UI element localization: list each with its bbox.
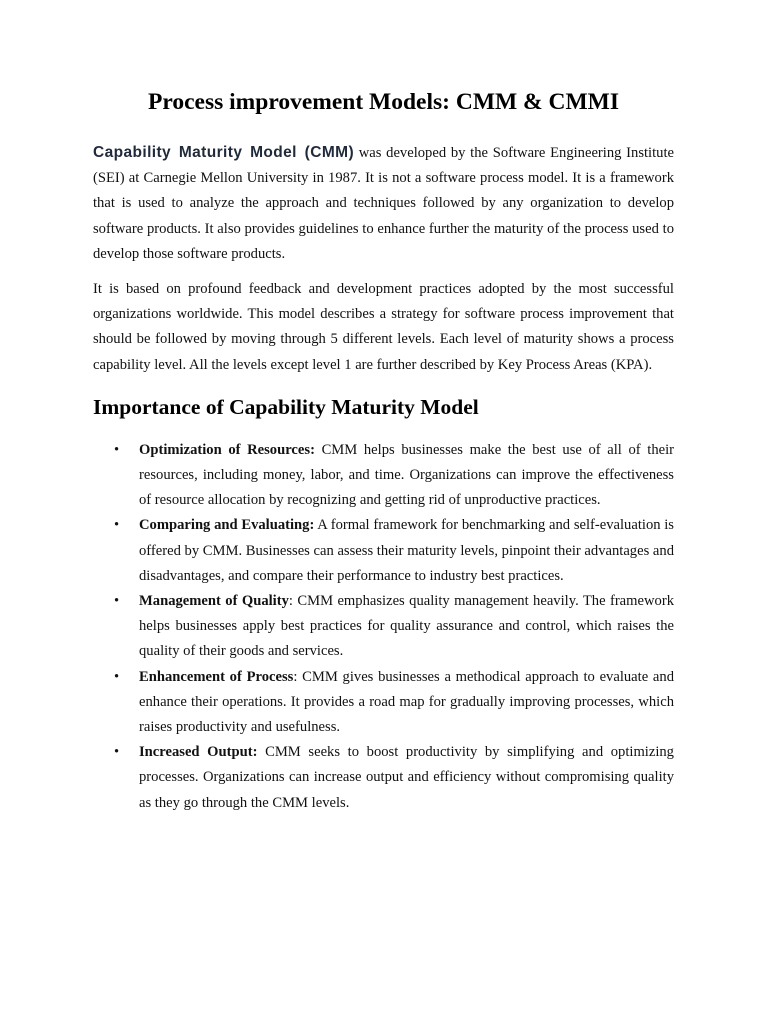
list-item xyxy=(93,740,674,816)
list-item-label: Comparing and Evaluating: xyxy=(139,517,315,534)
list-item-label: Management of Quality xyxy=(139,593,289,610)
bullet-icon: • xyxy=(114,744,120,761)
list-item-label: Optimization of Resources: xyxy=(139,441,315,458)
cmm-lead-term: Capability Maturity Model (CMM) xyxy=(93,144,355,161)
bullet-icon: • xyxy=(114,441,120,458)
list-item xyxy=(93,438,674,514)
document-page xyxy=(93,86,674,816)
list-item xyxy=(93,665,674,741)
section-heading: Importance of Capability Maturity Model xyxy=(93,394,479,419)
page-title: Process improvement Models: CMM & CMMI xyxy=(148,89,619,115)
kpa-paragraph: It is based on profound feedback and development practices adopted by the most successful organizations worldwide. This model describes a strategy for software process improvement that should be followed by moving through 5 different levels. Each level of maturity shows a process capability level. All the levels except level 1 are further described by Key Process Areas (KPA). xyxy=(93,281,674,373)
list-item-text: : CMM gives businesses a methodical approach to evaluate and enhance their operations. It provides a road map for gradually improving processes, which raises productivity and usefulness. xyxy=(139,668,674,736)
bullet-icon: • xyxy=(114,668,120,685)
bullet-icon: • xyxy=(114,593,120,610)
bullet-icon: • xyxy=(114,517,120,534)
list-item-text: : CMM emphasizes quality management heavily. The framework helps businesses apply best practices for quality assurance and control, which raises the quality of their goods and services. xyxy=(139,593,674,660)
list-item-text: A formal framework for benchmarking and self-evaluation is offered by CMM. Businesses can assess their maturity levels, pinpoint their advantages and disadvantages, and compare their performance to industry best practices. xyxy=(139,517,674,584)
intro-paragraph xyxy=(93,140,674,267)
list-item xyxy=(93,513,674,589)
list-item-label: Increased Output: xyxy=(139,744,258,761)
importance-list xyxy=(93,438,674,816)
list-item-text: CMM seeks to boost productivity by simplifying and optimizing processes. Organizations can increase output and efficiency without compromising quality as they go through the CMM levels. xyxy=(139,744,674,811)
list-item xyxy=(93,589,674,665)
list-item-label: Enhancement of Process xyxy=(139,668,294,685)
list-item-text: CMM helps businesses make the best use of all of their resources, including money, labor, and time. Organizations can improve the effectiveness of resource allocation by recognizing and getting rid of unproductive practices. xyxy=(139,441,675,509)
intro-text: was developed by the Software Engineering Institute (SEI) at Carnegie Mellon University in 1987. It is not a software process model. It is a framework that is used to analyze the approach and techniques followed by any organization to develop software products. It also provides guidelines to enhance further the maturity of the process used to develop those software products. xyxy=(93,145,674,262)
